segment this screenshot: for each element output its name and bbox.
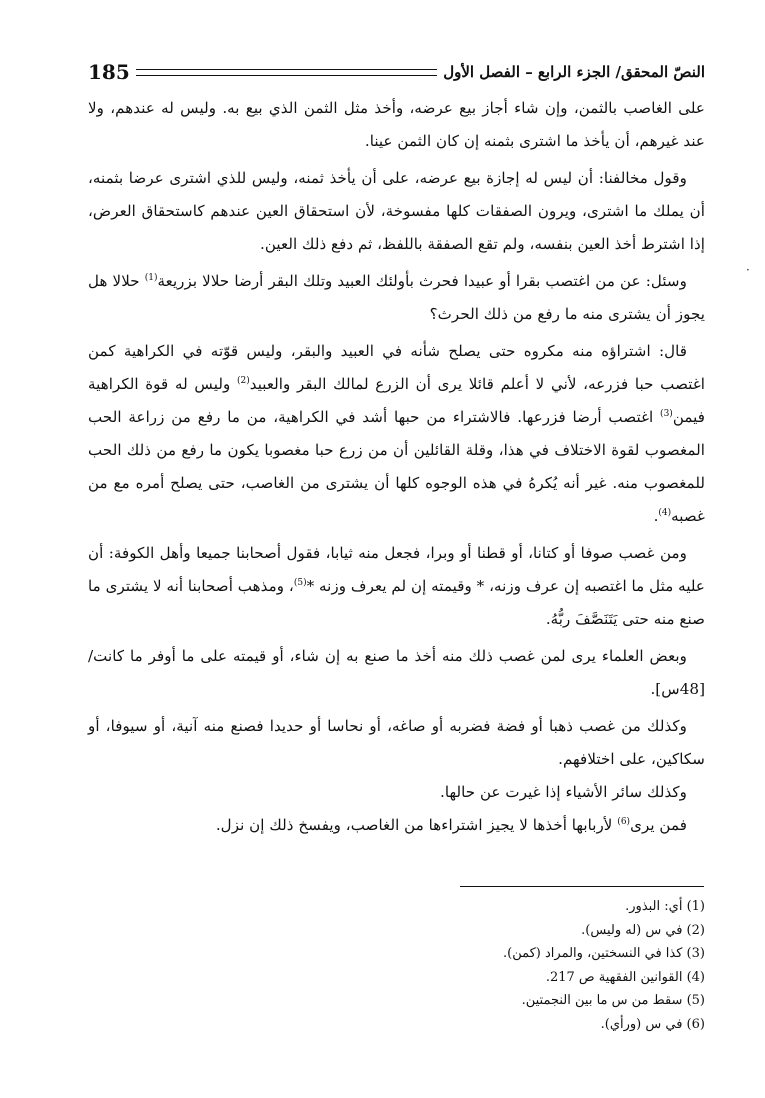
footnote-mark: (5) — [293, 577, 307, 588]
paragraph — [88, 809, 705, 842]
paragraph-text: وليس له قوة الكراهية فيمن — [88, 375, 705, 426]
paragraph-text: قال: اشتراؤه منه مكروه حتى يصلح شأنه في العبيد والبقر، وليس قوّته في الكراهية كمن اغتصب حبا فزرعه، لأني لا أعلم قائلا يرى أن الزرع لمالك البقر والعبيد — [88, 342, 706, 393]
footnote: (5) سقط من س ما بين النجمتين. — [521, 993, 705, 1009]
footnote: (2) في س (له وليس). — [581, 922, 705, 938]
paragraph-text: حلالا هل يجوز أن يشترى منه ما رفع من ذلك الحرث؟ — [88, 272, 705, 323]
paragraph: على الغاصب بالثمن، وإن شاء أجاز بيع عرضه، وأخذ مثل الثمن الذي بيع به. وليس له عندهم، ولا عند غيرهم، أن يأخذ ما اشترى بثمنه إن كان الثمن عينا. — [88, 99, 705, 150]
paragraph: قال: اشتراؤه منه مكروه حتى يصلح شأنه في العبيد والبقر، وليس قوّته في الكراهية كمن اغتصب حبا فزرعه، لأني لا أعلم قائلا يرى أن الزرع لمالك البقر والعبيد$^{(2)}$ وليس له قوة الكراهية فيمن$^{(3)}$ اغتصب أرضا فزرعها. فالاشتراء من حبها أشد في الكراهية، من ما رفع من زراعة الحب المغصوب لقوة الاختلاف في هذا، وقلة القائلين أن من زرع حبا مغصوبا يكون ما رفع من ذلك الحب للمغصوب منه. غير أنه يُكرهُ في هذه الوجوه كلها أن يشترى من الغاصب، حتى يصلح أمره مع من غصبه$^{(4)}$. — [88, 342, 706, 525]
paragraph: وكذلك سائر الأشياء إذا غيرت عن حالها. — [440, 783, 687, 801]
paragraph: وقول مخالفنا: أن ليس له إجازة بيع عرضه، على أن يأخذ ثمنه، وليس للذي اشترى عرضا بثمنه، أن يملك ما اشترى، ويرون الصفقات كلها مفسوخة، لأن استحقاق العين عندهم كاستحقاق العرض، إذا اشترط أخذ العين بنفسه، ولم تقع الصفقة باللفظ، ثم دفع ذلك العين. — [88, 169, 705, 253]
footnote-separator — [460, 886, 704, 887]
page-header — [88, 56, 705, 88]
running-head: النصّ المحقق/ الجزء الرابع – الفصل الأول — [443, 63, 705, 81]
footnotes — [200, 895, 705, 1037]
footnote-mark: (4) — [658, 507, 672, 518]
paragraph-text: لأربابها أخذها لا يجيز اشتراءها من الغاصب، ويفسخ ذلك إن نزل. — [215, 816, 613, 834]
paragraph-text: فمن يرى — [630, 816, 687, 834]
paragraph-text: وسئل: عن من اغتصب بقرا أو عبيدا فحرث بأولئك العبيد وتلك البقر أرضا حلالا بزريعة — [157, 272, 687, 290]
main-text — [88, 92, 705, 842]
footnote-mark: (6) — [617, 816, 631, 827]
paragraph-text: ، ومذهب أصحابنا أنه لا يشترى ما صنع منه حتى يَتَنَصَّفَ ربُّهُ. — [87, 577, 705, 628]
footnote: (3) كذا في النسختين، والمراد (كمن). — [502, 946, 705, 962]
paragraph: وكذلك من غصب ذهبا أو فضة فضربه أو صاغه، أو نحاسا أو حديدا فصنع منه آنية، أو سيوفا، أو سكاكين، على اختلافهم. — [88, 717, 705, 768]
footnote-mark: (2) — [236, 375, 250, 386]
page-number: 185 — [88, 60, 130, 84]
header-rule — [136, 69, 437, 76]
paragraph — [88, 265, 705, 331]
paragraph-text: اغتصب أرضا فزرعها. فالاشتراء من حبها أشد في الكراهية، من ما رفع من زراعة الحب المغصوب لقوة الاختلاف في هذا، وقلة القائلين أن من زرع حبا مغصوبا يكون ما رفع من ذلك الحب للمغصوب منه. غير أنه يُكرهُ في هذه الوجوه كلها أن يشترى من الغاصب، حتى يصلح أمره مع من غصبه — [88, 408, 705, 525]
paragraph-text: ومن غصب صوفا أو كتانا، أو قطنا أو وبرا، فجعل منه ثيابا، فقول أصحابنا جميعا وأهل الكوفة: أن عليه مثل ما اغتصبه إن عرف وزنه، * وقيمته إن لم يعرف وزنه * — [88, 544, 705, 595]
footnote-mark: (3) — [660, 408, 673, 419]
stray-mark: · — [746, 263, 750, 277]
footnote-mark: (1) — [144, 272, 158, 283]
paragraph: وبعض العلماء يرى لمن غصب ذلك منه أخذ ما صنع به إن شاء، أو قيمته على ما أوفر ما كانت/ [48س]. — [88, 647, 705, 698]
paragraph — [88, 537, 705, 636]
footnote: (1) أي: البذور. — [625, 899, 705, 914]
footnote: (6) في س (ورأي). — [600, 1016, 705, 1032]
footnote: (4) القوانين الفقهية ص 217. — [545, 969, 705, 985]
